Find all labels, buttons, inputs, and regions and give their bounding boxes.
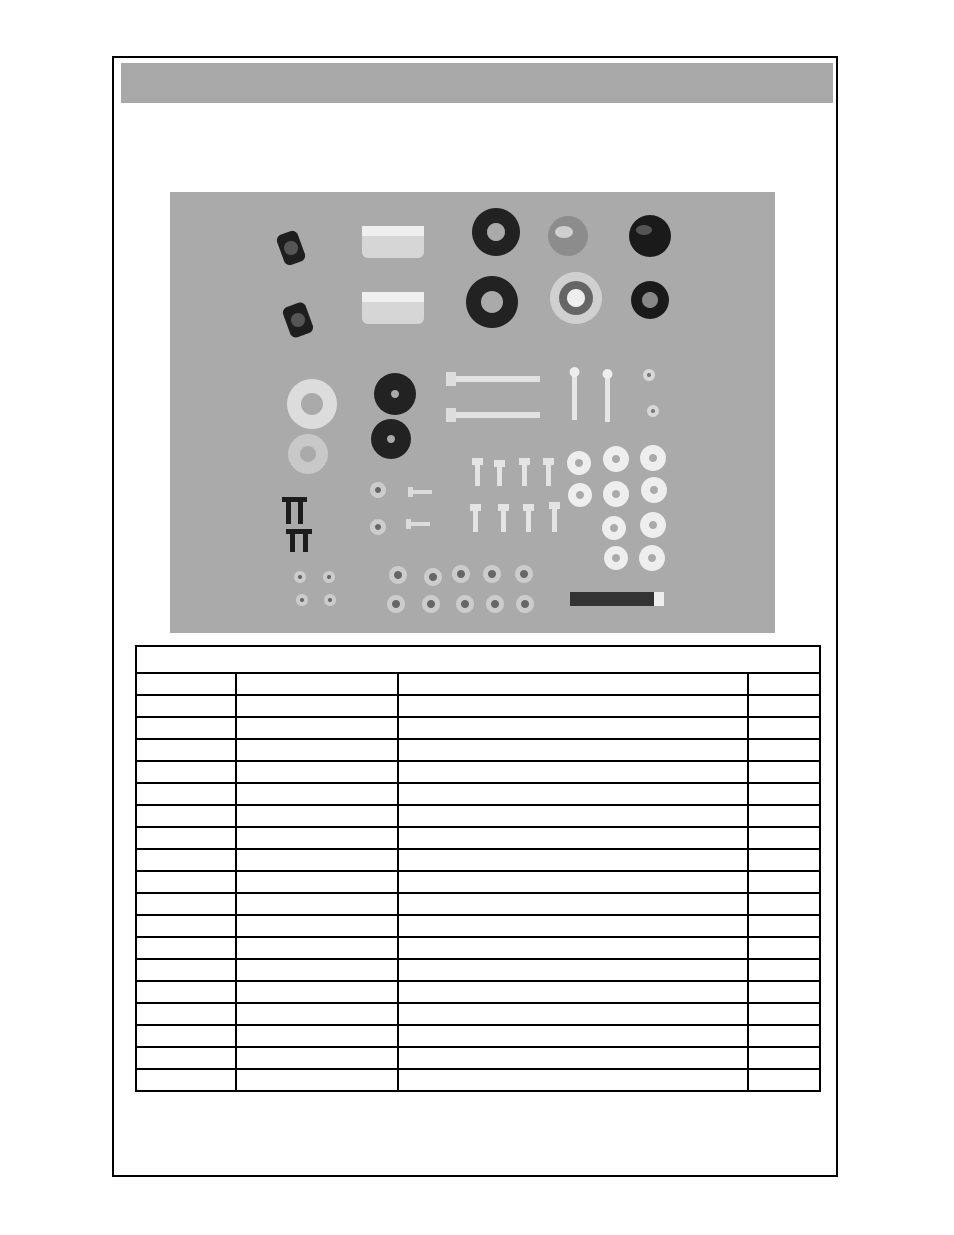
table-cell bbox=[136, 937, 236, 959]
section-title-bar bbox=[121, 63, 833, 103]
table-cell bbox=[748, 959, 820, 981]
table-cell bbox=[136, 981, 236, 1003]
rubber-washer-2 bbox=[371, 419, 411, 459]
cap-black-2 bbox=[631, 281, 669, 319]
table-cell bbox=[136, 1003, 236, 1025]
table-cell bbox=[236, 937, 398, 959]
table-cell bbox=[236, 827, 398, 849]
washer-big-1 bbox=[287, 379, 337, 429]
table-cell bbox=[236, 1025, 398, 1047]
table-cell bbox=[236, 739, 398, 761]
table-row bbox=[136, 959, 820, 981]
table-cell bbox=[748, 1003, 820, 1025]
mount-1 bbox=[472, 208, 520, 256]
table-row bbox=[136, 827, 820, 849]
table-cell bbox=[236, 761, 398, 783]
table-cell bbox=[236, 893, 398, 915]
table-cell bbox=[748, 695, 820, 717]
table-row bbox=[136, 893, 820, 915]
table-cell bbox=[236, 1047, 398, 1069]
table-row bbox=[136, 915, 820, 937]
table-row bbox=[136, 1003, 820, 1025]
table-cell bbox=[398, 849, 748, 871]
table-cell bbox=[136, 739, 236, 761]
column-header bbox=[236, 673, 398, 695]
table-cell bbox=[748, 893, 820, 915]
parts-photo-drawing bbox=[170, 192, 775, 633]
table-row bbox=[136, 783, 820, 805]
table-cell bbox=[236, 849, 398, 871]
table-cell bbox=[236, 783, 398, 805]
table-row bbox=[136, 937, 820, 959]
table-cell bbox=[136, 959, 236, 981]
table-cell bbox=[748, 937, 820, 959]
table-cell bbox=[398, 761, 748, 783]
table-body bbox=[136, 695, 820, 1091]
parts-photo bbox=[170, 192, 775, 633]
sleeve-2 bbox=[362, 292, 424, 324]
table-cell bbox=[236, 717, 398, 739]
table-cell bbox=[236, 915, 398, 937]
small-nut-1 bbox=[643, 369, 655, 381]
table-cell bbox=[136, 827, 236, 849]
table-cell bbox=[236, 981, 398, 1003]
table-cell bbox=[748, 717, 820, 739]
rubber-washer-1 bbox=[374, 373, 416, 415]
table-cell bbox=[398, 739, 748, 761]
table-cell bbox=[398, 1047, 748, 1069]
table-row bbox=[136, 849, 820, 871]
table-cell bbox=[236, 695, 398, 717]
table-row bbox=[136, 695, 820, 717]
table-cell bbox=[136, 1025, 236, 1047]
table-cell bbox=[136, 1069, 236, 1091]
table-cell bbox=[398, 1069, 748, 1091]
star-washer bbox=[550, 272, 602, 324]
table-cell bbox=[236, 871, 398, 893]
table-cell bbox=[748, 915, 820, 937]
cap-chrome-1 bbox=[548, 216, 588, 256]
table-row bbox=[136, 805, 820, 827]
table-cell bbox=[748, 739, 820, 761]
table-cell bbox=[748, 981, 820, 1003]
table-cell bbox=[136, 1047, 236, 1069]
table-cell bbox=[236, 805, 398, 827]
table-cell bbox=[398, 1003, 748, 1025]
table-cell bbox=[398, 1025, 748, 1047]
sleeve-1 bbox=[362, 226, 424, 258]
table-row bbox=[136, 1069, 820, 1091]
small-nut-2 bbox=[647, 405, 659, 417]
table-cell bbox=[748, 849, 820, 871]
table-cell bbox=[398, 871, 748, 893]
parts-table bbox=[135, 645, 821, 1092]
table-cell bbox=[748, 1069, 820, 1091]
table-cell bbox=[136, 717, 236, 739]
table-cell bbox=[398, 981, 748, 1003]
table-cell bbox=[748, 805, 820, 827]
table-row bbox=[136, 981, 820, 1003]
table-cell bbox=[748, 783, 820, 805]
table-cell bbox=[236, 959, 398, 981]
table-caption bbox=[136, 646, 820, 673]
table-cell bbox=[136, 915, 236, 937]
table-cell bbox=[398, 783, 748, 805]
table-cell bbox=[236, 1003, 398, 1025]
intro-text bbox=[121, 120, 833, 180]
table-cell bbox=[136, 849, 236, 871]
column-header bbox=[398, 673, 748, 695]
table-cell bbox=[748, 761, 820, 783]
table-cell bbox=[136, 805, 236, 827]
table-row bbox=[136, 871, 820, 893]
table-cell bbox=[136, 783, 236, 805]
table-cell bbox=[398, 959, 748, 981]
table-cell bbox=[748, 1047, 820, 1069]
table-row bbox=[136, 739, 820, 761]
table-cell bbox=[398, 827, 748, 849]
mount-2 bbox=[466, 276, 518, 328]
table-cell bbox=[748, 827, 820, 849]
table-cell bbox=[236, 1069, 398, 1091]
table-caption-row bbox=[136, 646, 820, 673]
table-cell bbox=[748, 1025, 820, 1047]
table-cell bbox=[748, 871, 820, 893]
table-cell bbox=[136, 695, 236, 717]
table-cell bbox=[398, 893, 748, 915]
table-row bbox=[136, 1025, 820, 1047]
column-header bbox=[748, 673, 820, 695]
table-cell bbox=[136, 871, 236, 893]
washer-big-2 bbox=[288, 434, 328, 474]
table-cell bbox=[398, 915, 748, 937]
column-header bbox=[136, 673, 236, 695]
table-row bbox=[136, 717, 820, 739]
table-header-row bbox=[136, 673, 820, 695]
table-cell bbox=[398, 717, 748, 739]
table-row bbox=[136, 1047, 820, 1069]
table-cell bbox=[398, 695, 748, 717]
table-cell bbox=[398, 937, 748, 959]
table-cell bbox=[136, 893, 236, 915]
table-row bbox=[136, 761, 820, 783]
cap-black-1 bbox=[629, 215, 671, 257]
table-cell bbox=[398, 805, 748, 827]
rubber-strip bbox=[570, 592, 664, 606]
table-cell bbox=[136, 761, 236, 783]
